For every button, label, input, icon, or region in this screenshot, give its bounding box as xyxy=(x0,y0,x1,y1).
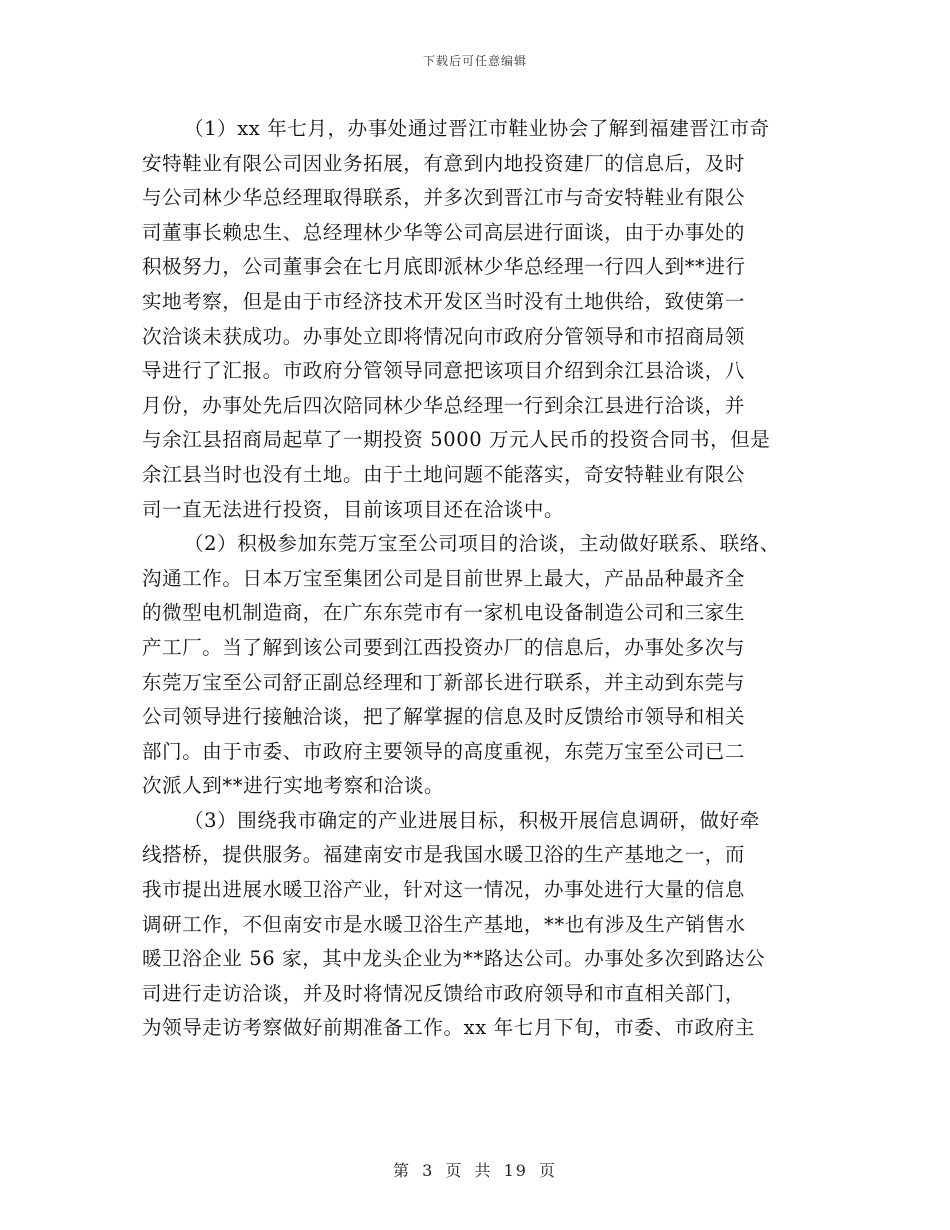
text-line: 暖卫浴企业 56 家，其中龙头企业为**路达公司。办事处多次到路达公 xyxy=(142,947,766,971)
text-line: （1）xx 年七月，办事处通过晋江市鞋业协会了解到福建晋江市奇 xyxy=(184,117,770,140)
text-line: （2）积极参加东莞万宝至公司项目的洽谈，主动做好联系、联络、 xyxy=(184,532,780,556)
text-line: （3）围绕我市确定的产业进展目标，积极开展信息调研，做好牵 xyxy=(184,808,760,832)
text-line: 次派人到**进行实地考察和洽谈。 xyxy=(142,774,445,798)
text-line: 次洽谈未获成功。办事处立即将情况向市政府分管领导和市招商局领 xyxy=(142,324,746,348)
text-line: 余江县当时也没有土地。由于土地问题不能落实，奇安特鞋业有限公 xyxy=(142,462,746,486)
text-line: 导进行了汇报。市政府分管领导同意把该项目介绍到余江县洽谈，八 xyxy=(142,359,746,383)
text-line: 与余江县招商局起草了一期投资 5000 万元人民币的投资合同书，但是 xyxy=(142,428,771,452)
text-line: 调研工作，不但南安市是水暖卫浴生产基地，**也有涉及生产销售水 xyxy=(142,912,746,936)
footer-total-label: 共 xyxy=(474,1161,493,1180)
footer-suffix: 页 xyxy=(539,1161,558,1180)
text-line: 公司领导进行接触洽谈，把了解掌握的信息及时反馈给市领导和相关 xyxy=(142,705,746,729)
text-line: 月份，办事处先后四次陪同林少华总经理一行到余江县进行洽谈，并 xyxy=(142,393,746,417)
page-footer xyxy=(0,1158,950,1181)
document-body xyxy=(142,112,814,1046)
text-line: 沟通工作。日本万宝至集团公司是目前世界上最大，产品品种最齐全 xyxy=(142,566,746,590)
text-line: 部门。由于市委、市政府主要领导的高度重视，东莞万宝至公司已二 xyxy=(142,739,746,763)
page-header: 下载后可任意编辑 xyxy=(422,54,527,68)
text-line: 司董事长赖忠生、总经理林少华等公司高层进行面谈，由于办事处的 xyxy=(142,220,746,244)
footer-page-label: 页 xyxy=(445,1161,464,1180)
text-line: 线搭桥，提供服务。福建南安市是我国水暖卫浴的生产基地之一，而 xyxy=(142,843,746,867)
footer-prefix: 第 xyxy=(392,1161,411,1180)
text-line: 积极努力，公司董事会在七月底即派林少华总经理一行四人到**进行 xyxy=(142,255,746,279)
text-line: 产工厂。当了解到该公司要到江西投资办厂的信息后，办事处多次与 xyxy=(142,635,746,659)
text-line: 的微型电机制造商，在广东东莞市有一家机电设备制造公司和三家生 xyxy=(142,601,746,625)
text-line: 实地考察，但是由于市经济技术开发区当时没有土地供给，致使第一 xyxy=(142,289,746,313)
text-line: 东莞万宝至公司舒正副总经理和丁新部长进行联系，并主动到东莞与 xyxy=(142,670,746,694)
current-page-number: 3 xyxy=(422,1161,435,1180)
text-line: 为领导走访考察做好前期准备工作。xx 年七月下旬，市委、市政府主 xyxy=(142,1016,755,1040)
text-line: 安特鞋业有限公司因业务拓展，有意到内地投资建厂的信息后，及时 xyxy=(142,151,746,175)
text-line: 与公司林少华总经理取得联系，并多次到晋江市与奇安特鞋业有限公 xyxy=(142,186,746,210)
text-line: 司一直无法进行投资，目前该项目还在洽谈中。 xyxy=(142,497,565,521)
text-line: 我市提出进展水暖卫浴产业，针对这一情况，办事处进行大量的信息 xyxy=(142,878,746,902)
text-line: 司进行走访洽谈，并及时将情况反馈给市政府领导和市直相关部门， xyxy=(142,981,746,1005)
total-page-count: 19 xyxy=(503,1161,528,1180)
